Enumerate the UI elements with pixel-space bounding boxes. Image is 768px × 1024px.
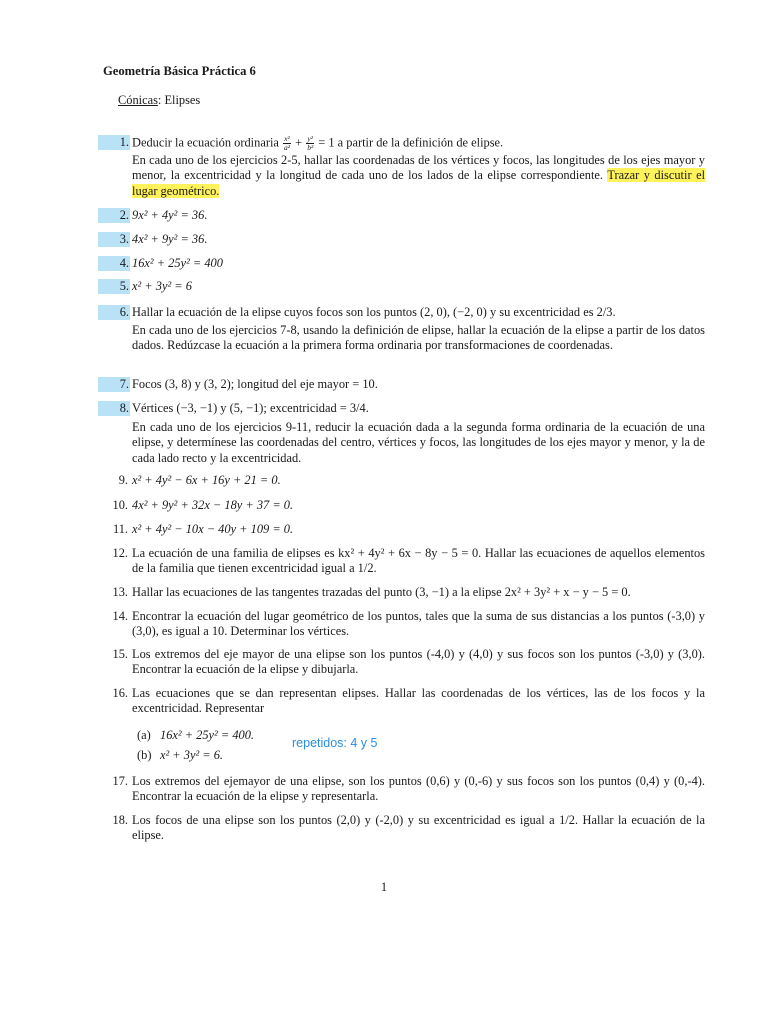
exercise-number: 17. bbox=[112, 774, 128, 788]
exercise-2 bbox=[98, 208, 705, 223]
exercise-number: 3. bbox=[98, 232, 130, 247]
exercise-16 bbox=[98, 686, 705, 717]
frac-denominator: b² bbox=[307, 143, 314, 152]
sub-item-label: (b) bbox=[137, 748, 152, 762]
exercise-equation: x² + 4y² − 10x − 40y + 109 = 0. bbox=[132, 522, 294, 536]
exercise-number: 9. bbox=[118, 473, 128, 487]
exercise-text: Los extremos del ejemayor de una elipse, son los puntos (0,6) y (0,-6) y sus focos son los puntos (0,4) y (0,-4). Encontrar la ecuación de la elipse y representarla. bbox=[132, 774, 705, 804]
sub-item-label: (a) bbox=[137, 728, 151, 742]
exercise-text: Hallar las ecuaciones de las tangentes trazadas del punto (3, −1) a la elipse 2x² + 3y² + x − y − 5 = 0. bbox=[132, 585, 631, 599]
exercise-number: 8. bbox=[98, 401, 130, 416]
exercise-text: Vértices (−3, −1) y (5, −1); excentricidad = 3/4. bbox=[132, 401, 369, 415]
sub-item-b bbox=[137, 748, 254, 768]
exercise-5 bbox=[98, 279, 705, 294]
exercise-number: 10. bbox=[112, 498, 128, 512]
exercise-text: Hallar la ecuación de la elipse cuyos focos son los puntos (2, 0), (−2, 0) y su excentricidad es 2/3. bbox=[132, 305, 616, 319]
exercise-12 bbox=[98, 546, 705, 577]
frac-numerator: y² bbox=[307, 134, 313, 143]
instruction-paragraph-2-5 bbox=[132, 153, 705, 199]
topic-heading bbox=[118, 93, 200, 108]
exercise-8 bbox=[98, 401, 705, 416]
exercise-1 bbox=[98, 135, 705, 152]
page-title: Geometría Básica Práctica 6 bbox=[103, 64, 256, 78]
handwritten-annotation: repetidos: 4 y 5 bbox=[292, 736, 378, 750]
instruction-paragraph-7-8: En cada uno de los ejercicios 7-8, usando la definición de elipse, hallar la ecuación de la elipse a partir de los datos dados. Redúzcase la ecuación a la primera forma ordinaria por transformaciones de coordenadas. bbox=[132, 323, 705, 353]
exercise-15 bbox=[98, 647, 705, 678]
exercise-equation: 9x² + 4y² = 36. bbox=[132, 208, 208, 222]
exercise-3 bbox=[98, 232, 705, 247]
exercise-equation: 16x² + 25y² = 400 bbox=[132, 256, 223, 270]
exercise-11 bbox=[98, 522, 705, 537]
plus-sign: + bbox=[292, 135, 306, 150]
fraction-y-over-b bbox=[306, 135, 314, 152]
exercise-14 bbox=[98, 609, 705, 640]
topic-rest: : Elipses bbox=[157, 93, 201, 107]
exercise-16-sublist bbox=[137, 728, 254, 768]
sub-item-equation: 16x² + 25y² = 400. bbox=[160, 728, 255, 742]
exercise-number: 2. bbox=[98, 208, 130, 223]
exercise-text-pre: Deducir la ecuación ordinaria bbox=[132, 135, 282, 150]
exercise-number: 14. bbox=[112, 609, 128, 623]
exercise-17 bbox=[98, 774, 705, 805]
sub-item-a bbox=[137, 728, 254, 748]
exercise-4 bbox=[98, 256, 705, 271]
exercise-9 bbox=[98, 473, 705, 488]
exercise-number: 16. bbox=[112, 686, 128, 700]
exercise-number: 12. bbox=[112, 546, 128, 560]
exercise-text: Focos (3, 8) y (3, 2); longitud del eje mayor = 10. bbox=[132, 377, 378, 391]
exercise-number: 18. bbox=[112, 813, 128, 827]
exercise-text: Encontrar la ecuación del lugar geométrico de los puntos, tales que la suma de sus distancias a los puntos (-3,0) y (3,0), es igual a 10. Determinar los vértices. bbox=[132, 609, 705, 639]
exercise-equation: x² + 3y² = 6 bbox=[132, 279, 192, 293]
exercise-number: 15. bbox=[112, 647, 128, 661]
exercise-7 bbox=[98, 377, 705, 392]
exercise-13 bbox=[98, 585, 705, 600]
exercise-number: 1. bbox=[98, 135, 130, 150]
frac-denominator: a² bbox=[284, 143, 290, 152]
exercise-number: 4. bbox=[98, 256, 130, 271]
exercise-text bbox=[132, 135, 705, 152]
highlighted-instruction: Trazar y discutir el lugar geométrico. bbox=[132, 168, 706, 198]
sub-item-equation: x² + 3y² = 6. bbox=[160, 748, 224, 762]
exercise-number: 5. bbox=[98, 279, 130, 294]
exercise-text: La ecuación de una familia de elipses es kx² + 4y² + 6x − 8y − 5 = 0. Hallar las ecuaciones de aquellos elementos de la familia que tienen excentricidad igual a 1/2. bbox=[132, 546, 705, 576]
exercise-number: 7. bbox=[98, 377, 130, 392]
exercise-text: Los extremos del eje mayor de una elipse son los puntos (-4,0) y (4,0) y sus focos son los puntos (-3,0) y (3,0). Encontrar la ecuación de la elipse y dibujarla. bbox=[132, 647, 705, 677]
exercise-number: 6. bbox=[98, 305, 130, 320]
exercise-10 bbox=[98, 498, 705, 513]
exercise-number: 13. bbox=[112, 585, 128, 599]
exercise-equation: 4x² + 9y² + 32x − 18y + 37 = 0. bbox=[132, 498, 294, 512]
exercise-text: Los focos de una elipse son los puntos (2,0) y (-2,0) y su excentricidad es igual a 1/2. Hallar la ecuación de la elipse. bbox=[132, 813, 705, 843]
exercise-text: Las ecuaciones que se dan representan elipses. Hallar las coordenadas de los vértices, las de los focos y la excentricidad. Representar bbox=[132, 686, 705, 716]
exercise-6 bbox=[98, 305, 705, 320]
frac-numerator: x² bbox=[284, 134, 290, 143]
page-number: 1 bbox=[380, 880, 388, 894]
topic-label: Cónicas bbox=[118, 93, 158, 107]
exercise-equation: 4x² + 9y² = 36. bbox=[132, 232, 208, 246]
exercise-number: 11. bbox=[112, 522, 128, 536]
instruction-text: En cada uno de los ejercicios 2-5, hallar las coordenadas de los vértices y focos, las longitudes de los ejes mayor y menor, la excentricidad y la longitud de cada uno de los lados de la elipse correspondiente. bbox=[132, 153, 705, 183]
instruction-paragraph-9-11: En cada uno de los ejercicios 9-11, reducir la ecuación dada a la segunda forma ordinaria de la ecuación de una elipse, y determínese las coordenadas del centro, vértices y focos, las longitudes de los ejes mayor y menor, y la de cada lado recto y la excentricidad. bbox=[132, 420, 705, 465]
exercise-equation: x² + 4y² − 6x + 16y + 21 = 0. bbox=[132, 473, 281, 487]
exercise-18 bbox=[98, 813, 705, 844]
fraction-x-over-a bbox=[283, 135, 291, 152]
exercise-text-post: = 1 a partir de la definición de elipse. bbox=[315, 135, 504, 150]
